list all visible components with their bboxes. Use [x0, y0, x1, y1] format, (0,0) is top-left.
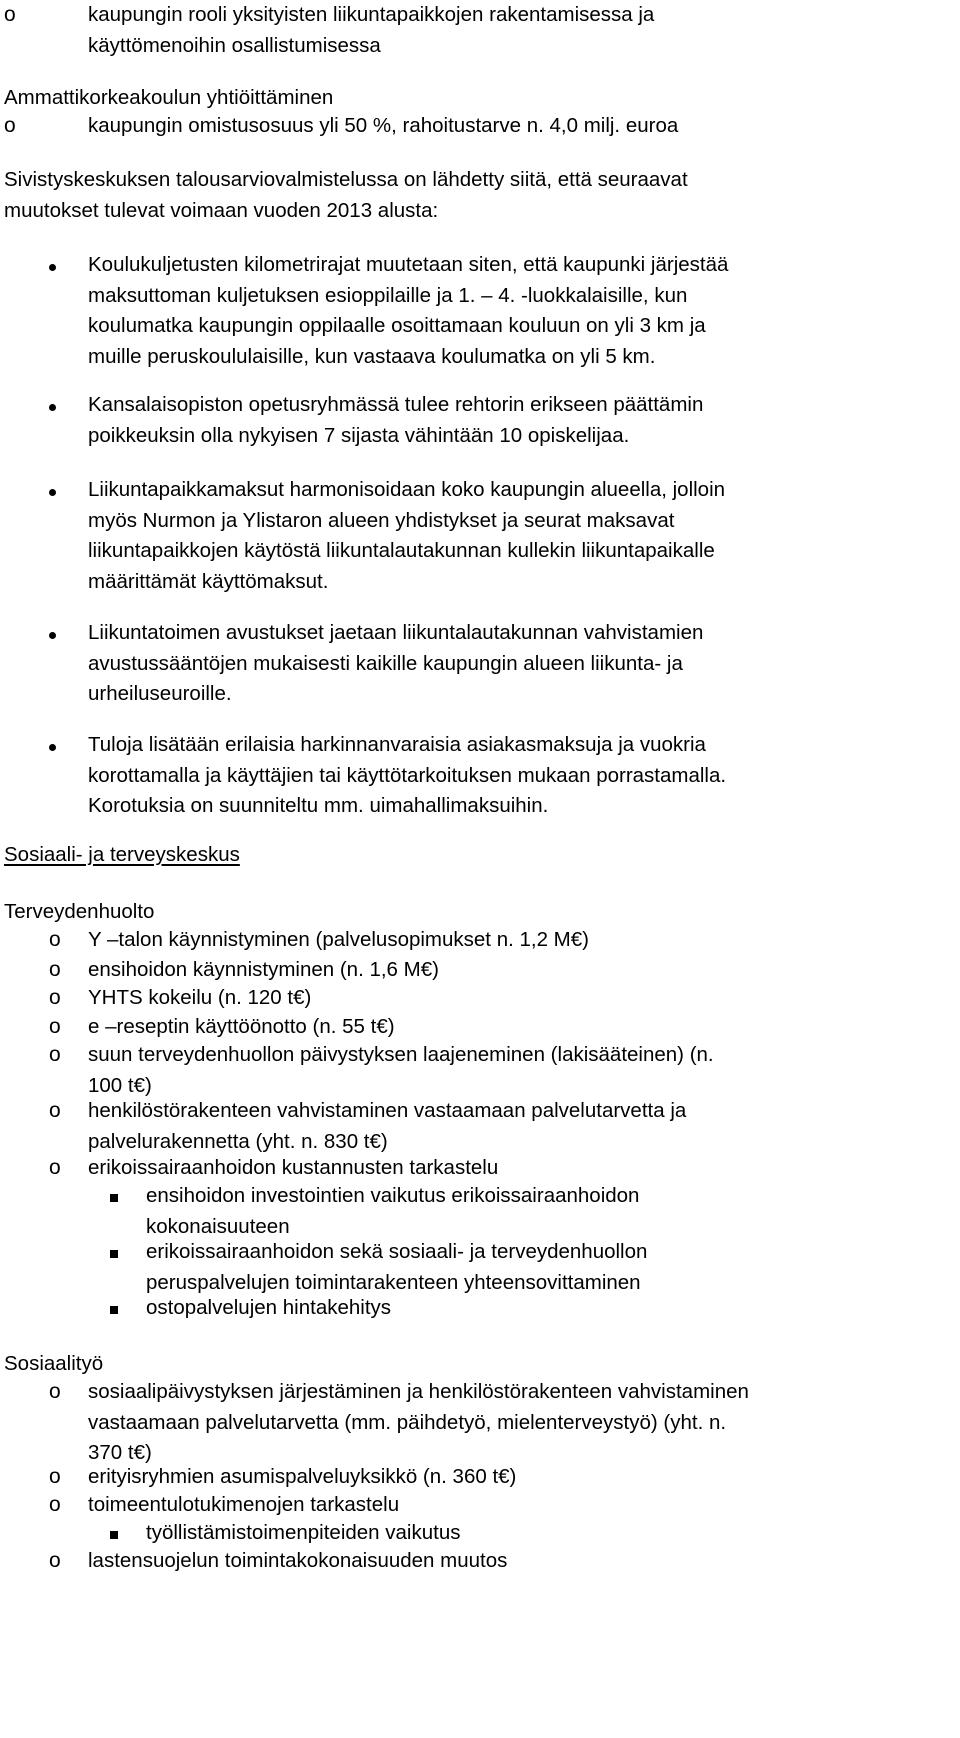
square-bullet-icon: [110, 1306, 118, 1314]
circle-bullet-icon: o: [49, 1465, 61, 1488]
list-item-text: kaupungin rooli yksityisten liikuntapaikkojen rakentamisessa ja käyttömenoihin osallistumisessa: [88, 3, 655, 57]
circle-bullet-icon: o: [49, 958, 61, 981]
document-page: o kaupungin rooli yksityisten liikuntapaikkojen rakentamisessa ja käyttömenoihin osallistumisessa Ammattikorkeakoulun yhtiöittäminen o kaupungin omistusosuus yli 50 %, rahoitustarve n. 4,0 milj. euroa Sivistyskeskuksen talousarviovalmistelussa on lähdetty siitä, että seuraavat muutokset tulevat voimaan vuoden 2013 alusta: Koulukuljetusten kilometrirajat muutetaan siten, että kaupunki järjestää maksuttoman kuljetuksen esioppilaille ja 1. – 4. -luokkalaisille, kun koulumatka kaupungin oppilaalle osoittamaan kouluun on yli 3 km ja muille peruskoululaisille, kun vastaava koulumatka on yli 5 km. Kansalaisopiston opetusryhmässä tulee rehtorin erikseen päättämin poikkeuksin olla nykyisen 7 sijasta vähintään 10 opiskelijaa. Liikuntapaikkamaksut harmonisoidaan koko kaupungin alueella, jolloin myös Nurmon ja Ylistaron alueen yhdistykset ja seurat maksavat liikuntapaikkojen käytöstä liikuntalautakunnan kullekin liikuntapaikalle määrittämät käyttömaksut. Liikuntatoimen avustukset jaetaan liikuntalautakunnan vahvistamien avustussääntöjen mukaisesti kaikille kaupungin alueen liikunta- ja urheiluseuroille. Tuloja lisätään erilaisia harkinnanvaraisia asiakasmaksuja ja vuokria korottamalla ja käyttäjien tai käyttötarkoituksen mukaan porrastamalla. Korotuksia on suunniteltu mm. uimahallimaksuihin. Sosiaali- ja terveyskeskus Terveydenhuolto o Y –talon käynnistyminen (palvelusopimukset n. 1,2 M€) o ensihoidon käynnistyminen (n. 1,6 M€) o YHTS kokeilu (n. 120 t€) o e –reseptin käyttöönotto (n. 55 t€) o suun terveydenhuollon päivystyksen laajeneminen (lakisääteinen) (n. 100 t€) o henkilöstörakenteen vahvistaminen vastaamaan palvelutarvetta ja palvelurakennetta (yht. n. 830 t€) o erikoissairaanhoidon kustannusten tarkastelu ensihoidon investointien vaikutus erikoissairaanhoidon kokonaisuuteen erikoissairaanhoidon sekä sosiaali- ja terveydenhuollon peruspalvelujen toimintarakenteen yhteensovittaminen ostopalvelujen hintakehitys Sosiaalityö o sosiaalipäivystyksen järjestäminen ja henkilöstörakenteen vahvistaminen vastaamaan palvelutarvetta (mm. päihdetyö, mielenterveystyö) (yht. n. 370 t€) o erityisryhmien asumispalveluyksikkö (n. 360 t€) o toimeentulotukimenojen tarkastelu työllistämistoimenpiteiden vaikutus o lastensuojelun toimintakokonaisuuden muutos: [0, 0, 960, 1738]
circle-bullet-icon: o: [49, 1380, 61, 1403]
circle-bullet-icon: o: [49, 1099, 61, 1122]
square-bullet-icon: [110, 1194, 118, 1202]
bullet-dot-icon: [49, 632, 56, 639]
section-heading-sote: Sosiaali- ja terveyskeskus: [4, 843, 240, 866]
bullet-dot-icon: [49, 489, 56, 496]
circle-bullet-icon: o: [49, 1493, 61, 1516]
circle-bullet-icon: o: [49, 1549, 61, 1572]
circle-bullet-icon: o: [49, 1043, 61, 1066]
list-item-text: kaupungin omistusosuus yli 50 %, rahoitustarve n. 4,0 milj. euroa: [88, 114, 679, 137]
circle-bullet-icon: o: [49, 1156, 61, 1179]
subsection-heading-terveys: Terveydenhuolto: [4, 900, 155, 923]
subsection-heading-sosiaali: Sosiaalityö: [4, 1352, 104, 1375]
circle-bullet-icon: o: [49, 1015, 61, 1038]
section-heading-amk: Ammattikorkeakoulun yhtiöittäminen: [4, 86, 334, 109]
bullet-dot-icon: [49, 264, 56, 271]
circle-bullet-icon: o: [4, 114, 16, 137]
circle-bullet-icon: o: [49, 928, 61, 951]
square-bullet-icon: [110, 1531, 118, 1539]
sivistys-paragraph: Sivistyskeskuksen talousarviovalmistelussa on lähdetty siitä, että seuraavat muutokset tulevat voimaan vuoden 2013 alusta:: [4, 168, 688, 222]
square-bullet-icon: [110, 1250, 118, 1258]
bullet-dot-icon: [49, 744, 56, 751]
circle-bullet-icon: o: [49, 986, 61, 1009]
circle-bullet-icon: o: [4, 3, 16, 26]
bullet-dot-icon: [49, 404, 56, 411]
